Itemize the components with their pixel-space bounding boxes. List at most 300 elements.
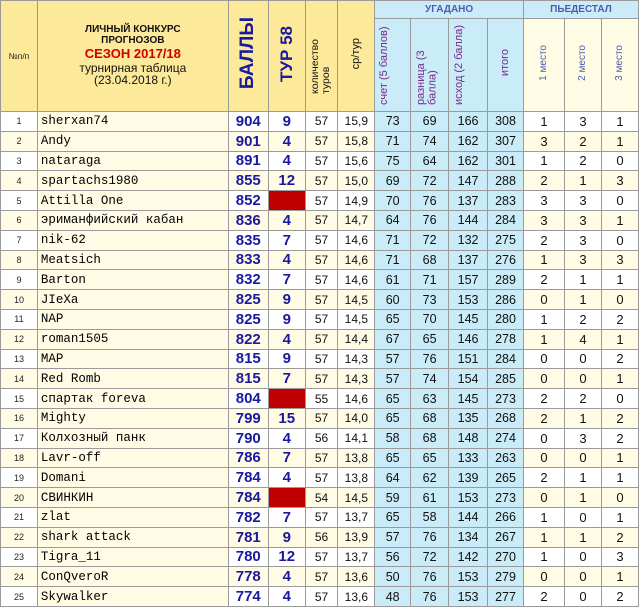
guessed-diff: 72 — [411, 230, 449, 250]
tours-count: 57 — [305, 309, 338, 329]
tour-points: 9 — [268, 309, 305, 329]
tours-count: 57 — [305, 329, 338, 349]
place3-count: 1 — [601, 112, 638, 132]
guessed-score: 65 — [375, 507, 411, 527]
place2-count: 1 — [565, 468, 602, 488]
avg-per-tour: 13,6 — [338, 587, 375, 607]
guessed-score: 67 — [375, 329, 411, 349]
tours-count: 56 — [305, 527, 338, 547]
player-name: shark attack — [37, 527, 228, 547]
guessed-diff: 73 — [411, 290, 449, 310]
place1-count: 1 — [523, 309, 564, 329]
points: 904 — [228, 112, 268, 132]
guessed-total: 263 — [488, 448, 524, 468]
tour-points: 4 — [268, 428, 305, 448]
tour-points: 9 — [268, 112, 305, 132]
guessed-total: 274 — [488, 428, 524, 448]
table-row — [1, 112, 639, 132]
guessed-score: 69 — [375, 171, 411, 191]
avg-per-tour: 15,0 — [338, 171, 375, 191]
points: 822 — [228, 329, 268, 349]
title-line-2: ПРОГНОЗОВ — [101, 34, 165, 46]
guessed-total: 270 — [488, 547, 524, 567]
guessed-score: 75 — [375, 151, 411, 171]
guessed-total: 288 — [488, 171, 524, 191]
guessed-diff: 68 — [411, 428, 449, 448]
place1-count: 1 — [523, 250, 564, 270]
points: 855 — [228, 171, 268, 191]
table-row — [1, 349, 639, 369]
guessed-score: 65 — [375, 448, 411, 468]
player-name: sherxan74 — [37, 112, 228, 132]
guessed-total: 278 — [488, 329, 524, 349]
tours-count: 57 — [305, 151, 338, 171]
place1-count: 1 — [523, 547, 564, 567]
guessed-outcome: 137 — [449, 250, 488, 270]
guessed-total: 277 — [488, 587, 524, 607]
col-header-score: счет (5 баллов) — [375, 19, 411, 112]
place1-count: 1 — [523, 527, 564, 547]
guessed-total: 286 — [488, 290, 524, 310]
guessed-diff: 65 — [411, 329, 449, 349]
avg-per-tour: 15,6 — [338, 151, 375, 171]
place2-count: 1 — [565, 488, 602, 508]
row-number: 19 — [1, 468, 38, 488]
row-number: 10 — [1, 290, 38, 310]
guessed-score: 57 — [375, 369, 411, 389]
guessed-diff: 65 — [411, 448, 449, 468]
guessed-diff: 58 — [411, 507, 449, 527]
guessed-outcome: 144 — [449, 210, 488, 230]
table-row — [1, 567, 639, 587]
points: 780 — [228, 547, 268, 567]
points: 832 — [228, 270, 268, 290]
place3-count: 0 — [601, 230, 638, 250]
tour-points: 4 — [268, 567, 305, 587]
points: 778 — [228, 567, 268, 587]
player-name: Red Romb — [37, 369, 228, 389]
guessed-outcome: 153 — [449, 290, 488, 310]
group-header-guessed: УГАДАНО — [375, 1, 524, 19]
row-number: 23 — [1, 547, 38, 567]
tours-count: 57 — [305, 587, 338, 607]
guessed-outcome: 145 — [449, 389, 488, 409]
place1-count: 0 — [523, 488, 564, 508]
col-header-diff: разница (3 балла) — [411, 19, 449, 112]
table-row — [1, 468, 639, 488]
table-row — [1, 210, 639, 230]
place2-count: 1 — [565, 171, 602, 191]
guessed-diff: 68 — [411, 250, 449, 270]
place3-count: 3 — [601, 547, 638, 567]
subtitle: турнирная таблица — [79, 60, 187, 75]
player-name: Lavr-off — [37, 448, 228, 468]
row-number: 9 — [1, 270, 38, 290]
table-row — [1, 408, 639, 428]
guessed-outcome: 154 — [449, 369, 488, 389]
place2-count: 1 — [565, 408, 602, 428]
avg-per-tour: 14,3 — [338, 349, 375, 369]
place3-count: 1 — [601, 131, 638, 151]
place3-count: 2 — [601, 349, 638, 369]
place1-count: 2 — [523, 389, 564, 409]
place3-count: 1 — [601, 448, 638, 468]
guessed-score: 50 — [375, 567, 411, 587]
guessed-diff: 63 — [411, 389, 449, 409]
points: 804 — [228, 389, 268, 409]
avg-per-tour: 14,3 — [338, 369, 375, 389]
points: 836 — [228, 210, 268, 230]
tour-points: 4 — [268, 210, 305, 230]
table-row — [1, 428, 639, 448]
points: 782 — [228, 507, 268, 527]
place2-count: 2 — [565, 151, 602, 171]
guessed-score: 58 — [375, 428, 411, 448]
guessed-total: 280 — [488, 309, 524, 329]
guessed-score: 57 — [375, 527, 411, 547]
points: 784 — [228, 468, 268, 488]
place1-count: 1 — [523, 151, 564, 171]
col-header-place1: 1 место — [523, 19, 564, 112]
place1-count: 0 — [523, 349, 564, 369]
player-name: MAP — [37, 349, 228, 369]
place1-count: 1 — [523, 507, 564, 527]
guessed-score: 71 — [375, 250, 411, 270]
guessed-diff: 76 — [411, 567, 449, 587]
col-header-avg: ср/тур — [338, 1, 375, 112]
row-number: 15 — [1, 389, 38, 409]
row-number: 8 — [1, 250, 38, 270]
row-number: 1 — [1, 112, 38, 132]
place3-count: 0 — [601, 389, 638, 409]
guessed-score: 65 — [375, 408, 411, 428]
table-row — [1, 488, 639, 508]
avg-per-tour: 14,0 — [338, 408, 375, 428]
player-name: ConQveroR — [37, 567, 228, 587]
points: 815 — [228, 349, 268, 369]
player-name: эриманфийский кабан — [37, 210, 228, 230]
guessed-outcome: 166 — [449, 112, 488, 132]
table-row — [1, 250, 639, 270]
row-number: 17 — [1, 428, 38, 448]
player-name: spartachs1980 — [37, 171, 228, 191]
guessed-score: 60 — [375, 290, 411, 310]
guessed-outcome: 145 — [449, 309, 488, 329]
place3-count: 1 — [601, 369, 638, 389]
place1-count: 2 — [523, 468, 564, 488]
guessed-diff: 72 — [411, 171, 449, 191]
player-name: СВИНКИН — [37, 488, 228, 508]
place2-count: 0 — [565, 547, 602, 567]
avg-per-tour: 14,6 — [338, 270, 375, 290]
tours-count: 54 — [305, 488, 338, 508]
place3-count: 2 — [601, 587, 638, 607]
place1-count: 2 — [523, 230, 564, 250]
points: 852 — [228, 191, 268, 211]
missed-tour-marker — [268, 191, 305, 211]
tours-count: 56 — [305, 428, 338, 448]
place2-count: 4 — [565, 329, 602, 349]
guessed-diff: 70 — [411, 309, 449, 329]
points: 786 — [228, 448, 268, 468]
guessed-diff: 76 — [411, 527, 449, 547]
guessed-diff: 76 — [411, 191, 449, 211]
place1-count: 2 — [523, 171, 564, 191]
guessed-outcome: 133 — [449, 448, 488, 468]
guessed-total: 268 — [488, 408, 524, 428]
table-row — [1, 290, 639, 310]
row-number: 21 — [1, 507, 38, 527]
place2-count: 0 — [565, 507, 602, 527]
guessed-total: 301 — [488, 151, 524, 171]
tour-points: 15 — [268, 408, 305, 428]
tour-points: 9 — [268, 527, 305, 547]
guessed-total: 285 — [488, 369, 524, 389]
season-label: СЕЗОН 2017/18 — [84, 46, 181, 62]
guessed-diff: 76 — [411, 349, 449, 369]
tour-points: 4 — [268, 250, 305, 270]
place2-count: 0 — [565, 448, 602, 468]
tour-points: 7 — [268, 369, 305, 389]
avg-per-tour: 13,7 — [338, 507, 375, 527]
place1-count: 0 — [523, 567, 564, 587]
guessed-diff: 64 — [411, 151, 449, 171]
tour-points: 4 — [268, 468, 305, 488]
guessed-outcome: 135 — [449, 408, 488, 428]
col-header-points: БАЛЛЫ — [228, 1, 268, 112]
guessed-diff: 69 — [411, 112, 449, 132]
points: 825 — [228, 309, 268, 329]
points: 781 — [228, 527, 268, 547]
table-row — [1, 389, 639, 409]
row-number: 7 — [1, 230, 38, 250]
guessed-score: 71 — [375, 131, 411, 151]
player-name: JIeXa — [37, 290, 228, 310]
guessed-outcome: 146 — [449, 329, 488, 349]
tours-count: 57 — [305, 547, 338, 567]
player-name: Skywalker — [37, 587, 228, 607]
guessed-diff: 74 — [411, 131, 449, 151]
place3-count: 3 — [601, 171, 638, 191]
place3-count: 0 — [601, 191, 638, 211]
tour-points: 7 — [268, 507, 305, 527]
tours-count: 57 — [305, 290, 338, 310]
avg-per-tour: 14,6 — [338, 230, 375, 250]
guessed-outcome: 147 — [449, 171, 488, 191]
avg-per-tour: 14,9 — [338, 191, 375, 211]
guessed-score: 65 — [375, 309, 411, 329]
guessed-score: 48 — [375, 587, 411, 607]
place1-count: 2 — [523, 408, 564, 428]
place3-count: 0 — [601, 488, 638, 508]
guessed-score: 70 — [375, 191, 411, 211]
row-number: 4 — [1, 171, 38, 191]
tour-points: 7 — [268, 270, 305, 290]
player-name: Колхозный панк — [37, 428, 228, 448]
guessed-outcome: 153 — [449, 567, 488, 587]
col-header-total: итого — [488, 19, 524, 112]
player-name: Domani — [37, 468, 228, 488]
col-header-place2: 2 место — [565, 19, 602, 112]
place3-count: 2 — [601, 408, 638, 428]
guessed-diff: 76 — [411, 587, 449, 607]
tour-points: 9 — [268, 290, 305, 310]
group-header-podium: ПЬЕДЕСТАЛ — [523, 1, 638, 19]
place2-count: 1 — [565, 527, 602, 547]
player-name: Barton — [37, 270, 228, 290]
place2-count: 3 — [565, 191, 602, 211]
guessed-outcome: 148 — [449, 428, 488, 448]
tours-count: 57 — [305, 230, 338, 250]
points: 833 — [228, 250, 268, 270]
avg-per-tour: 14,5 — [338, 488, 375, 508]
row-number: 20 — [1, 488, 38, 508]
table-row — [1, 270, 639, 290]
table-row — [1, 527, 639, 547]
title-line-1: ЛИЧНЫЙ КОНКУРС — [85, 24, 181, 36]
avg-per-tour: 15,8 — [338, 131, 375, 151]
avg-per-tour: 14,6 — [338, 389, 375, 409]
guessed-total: 273 — [488, 488, 524, 508]
guessed-total: 273 — [488, 389, 524, 409]
guessed-diff: 68 — [411, 408, 449, 428]
tours-count: 57 — [305, 468, 338, 488]
guessed-score: 59 — [375, 488, 411, 508]
guessed-total: 267 — [488, 527, 524, 547]
tour-points: 4 — [268, 131, 305, 151]
place1-count: 2 — [523, 270, 564, 290]
guessed-total: 307 — [488, 131, 524, 151]
avg-per-tour: 14,5 — [338, 309, 375, 329]
points: 825 — [228, 290, 268, 310]
row-number: 6 — [1, 210, 38, 230]
tours-count: 57 — [305, 270, 338, 290]
avg-per-tour: 14,6 — [338, 250, 375, 270]
points: 901 — [228, 131, 268, 151]
place3-count: 1 — [601, 210, 638, 230]
points: 799 — [228, 408, 268, 428]
table-row — [1, 547, 639, 567]
player-name: roman1505 — [37, 329, 228, 349]
guessed-outcome: 162 — [449, 131, 488, 151]
tours-count: 57 — [305, 369, 338, 389]
guessed-total: 275 — [488, 230, 524, 250]
tours-count: 57 — [305, 567, 338, 587]
table-row — [1, 448, 639, 468]
place2-count: 1 — [565, 270, 602, 290]
place1-count: 0 — [523, 290, 564, 310]
guessed-outcome: 137 — [449, 191, 488, 211]
place2-count: 3 — [565, 428, 602, 448]
guessed-total: 289 — [488, 270, 524, 290]
row-number: 2 — [1, 131, 38, 151]
place3-count: 0 — [601, 290, 638, 310]
table-row — [1, 587, 639, 607]
points: 790 — [228, 428, 268, 448]
tour-points: 12 — [268, 547, 305, 567]
avg-per-tour: 13,9 — [338, 527, 375, 547]
tour-points: 9 — [268, 349, 305, 369]
row-number: 14 — [1, 369, 38, 389]
guessed-outcome: 142 — [449, 547, 488, 567]
place2-count: 3 — [565, 250, 602, 270]
tour-points: 4 — [268, 151, 305, 171]
guessed-outcome: 134 — [449, 527, 488, 547]
place2-count: 3 — [565, 230, 602, 250]
place3-count: 1 — [601, 270, 638, 290]
place3-count: 2 — [601, 428, 638, 448]
player-name: спартак foreva — [37, 389, 228, 409]
tour-points: 4 — [268, 587, 305, 607]
place1-count: 3 — [523, 191, 564, 211]
guessed-diff: 74 — [411, 369, 449, 389]
guessed-outcome: 153 — [449, 587, 488, 607]
guessed-score: 56 — [375, 547, 411, 567]
guessed-total: 266 — [488, 507, 524, 527]
guessed-total: 276 — [488, 250, 524, 270]
player-name: Andy — [37, 131, 228, 151]
place1-count: 1 — [523, 112, 564, 132]
missed-tour-marker — [268, 488, 305, 508]
player-name: nik-62 — [37, 230, 228, 250]
tours-count: 57 — [305, 250, 338, 270]
points: 815 — [228, 369, 268, 389]
guessed-score: 73 — [375, 112, 411, 132]
table-row — [1, 369, 639, 389]
row-number: 13 — [1, 349, 38, 369]
avg-per-tour: 13,8 — [338, 468, 375, 488]
row-number: 16 — [1, 408, 38, 428]
place2-count: 2 — [565, 131, 602, 151]
row-number: 18 — [1, 448, 38, 468]
place2-count: 3 — [565, 210, 602, 230]
guessed-outcome: 151 — [449, 349, 488, 369]
points: 835 — [228, 230, 268, 250]
tours-count: 55 — [305, 389, 338, 409]
date-label: (23.04.2018 г.) — [93, 73, 172, 88]
standings-rows — [1, 112, 639, 607]
col-header-place3: 3 место — [601, 19, 638, 112]
guessed-score: 64 — [375, 468, 411, 488]
row-number: 11 — [1, 309, 38, 329]
tour-points: 7 — [268, 448, 305, 468]
guessed-score: 65 — [375, 389, 411, 409]
tours-count: 57 — [305, 191, 338, 211]
place3-count: 1 — [601, 329, 638, 349]
guessed-total: 284 — [488, 210, 524, 230]
guessed-diff: 76 — [411, 210, 449, 230]
guessed-total: 308 — [488, 112, 524, 132]
table-row — [1, 230, 639, 250]
row-number: 24 — [1, 567, 38, 587]
avg-per-tour: 14,7 — [338, 210, 375, 230]
avg-per-tour: 14,4 — [338, 329, 375, 349]
table-row — [1, 131, 639, 151]
guessed-outcome: 132 — [449, 230, 488, 250]
avg-per-tour: 14,5 — [338, 290, 375, 310]
place2-count: 0 — [565, 349, 602, 369]
row-number: 3 — [1, 151, 38, 171]
avg-per-tour: 14,1 — [338, 428, 375, 448]
place2-count: 0 — [565, 567, 602, 587]
player-name: Mighty — [37, 408, 228, 428]
place1-count: 1 — [523, 329, 564, 349]
tours-count: 57 — [305, 448, 338, 468]
player-name: nataraga — [37, 151, 228, 171]
place2-count: 1 — [565, 290, 602, 310]
avg-per-tour: 13,8 — [338, 448, 375, 468]
player-name: Meatsich — [37, 250, 228, 270]
